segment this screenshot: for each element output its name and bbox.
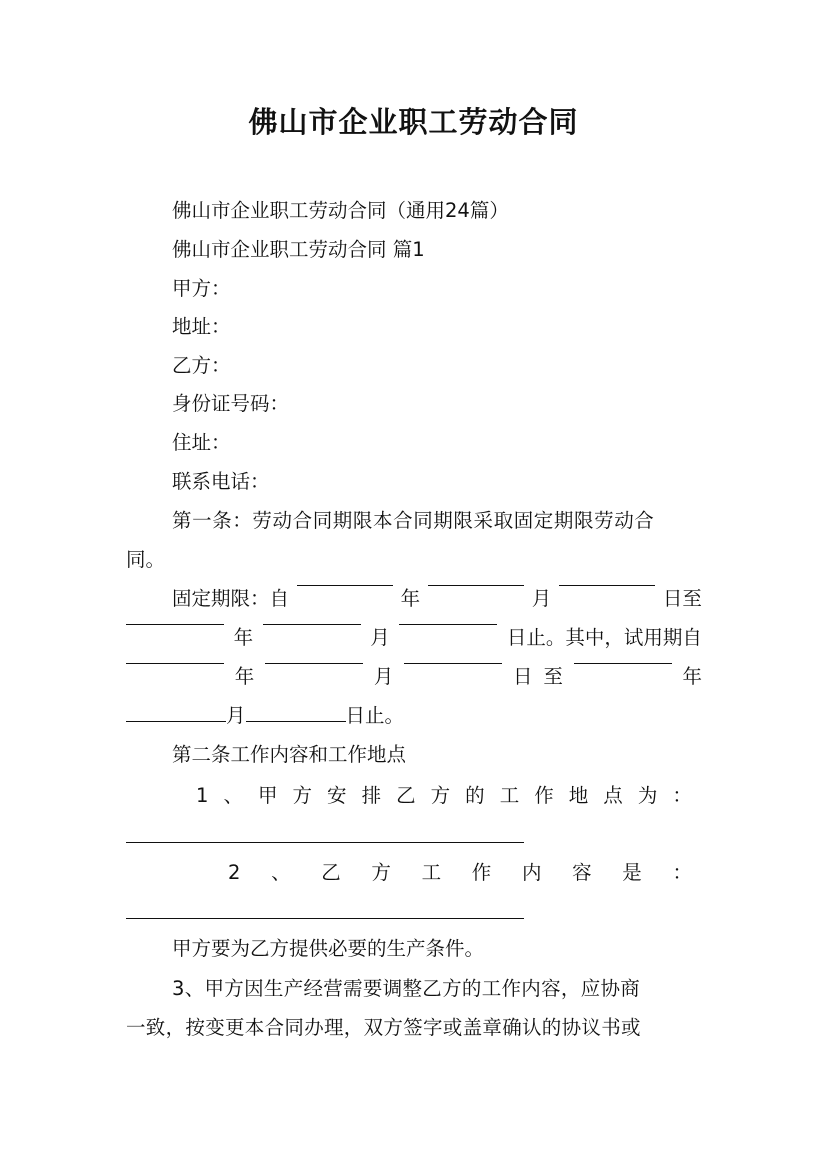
blank-line: [404, 662, 502, 664]
blank-line: [265, 662, 363, 664]
document-subtitle: 佛山市企业职工劳动合同（通用24篇）: [172, 199, 509, 222]
day-end-text: 日止。其中，试用期自: [506, 626, 702, 649]
item2-line: [228, 858, 692, 888]
spaced-char: 的: [465, 784, 485, 807]
month-text: 月: [226, 704, 246, 727]
item1-line: [196, 781, 692, 811]
spaced-char: 安: [327, 784, 347, 807]
blank-line: [126, 720, 226, 722]
spaced-char: ：: [672, 861, 692, 884]
spaced-char: 乙: [321, 861, 341, 884]
party-b-label: 乙方：: [172, 354, 231, 377]
blank-line: [126, 623, 224, 625]
id-number-label: 身份证号码：: [172, 392, 290, 415]
spaced-char: 内: [521, 861, 542, 884]
spaced-char: 方: [292, 784, 313, 807]
blank-line: [559, 584, 655, 586]
spaced-char: 、: [223, 784, 243, 807]
address-label: 地址：: [172, 315, 231, 338]
residence-label: 住址：: [172, 431, 231, 454]
blank-line: [297, 584, 393, 586]
spaced-char: 作: [534, 784, 554, 807]
spaced-char: 甲: [257, 784, 278, 807]
blank-line: [263, 623, 361, 625]
day-text: 日: [513, 665, 533, 688]
item3-line2: 一致，按变更本合同办理，双方签字或盖章确认的协议书或: [126, 1016, 641, 1039]
article1-line2: 同。: [126, 548, 166, 571]
spaced-char: 容: [572, 861, 592, 884]
spaced-char: 2: [228, 861, 241, 884]
section-heading: 佛山市企业职工劳动合同 篇1: [172, 238, 425, 261]
blank-line: [428, 584, 524, 586]
party-a-label: 甲方：: [172, 277, 231, 300]
spaced-char: ：: [672, 784, 692, 807]
month-text: 月: [373, 665, 394, 688]
blank-line: [126, 662, 224, 664]
blank-line: [246, 720, 346, 722]
spaced-char: 方: [371, 861, 391, 884]
spaced-char: 作: [471, 861, 492, 884]
phone-label: 联系电话：: [172, 470, 270, 493]
spaced-char: 点: [603, 784, 623, 807]
year-text: 年: [682, 665, 702, 688]
spaced-char: 是: [622, 861, 642, 884]
fixed-term-label: 固定期限：自: [172, 587, 290, 610]
year-text: 年: [400, 587, 421, 610]
blank-line: [126, 842, 524, 843]
blank-line: [126, 918, 524, 919]
spaced-char: 排: [361, 784, 382, 807]
item3-line1: 3、甲方因生产经营需要调整乙方的工作内容，应协商: [172, 977, 641, 1000]
year-text: 年: [234, 665, 255, 688]
month-text: 月: [370, 626, 390, 649]
spaced-char: 工: [421, 861, 442, 884]
day-to-text: 日至: [662, 587, 702, 610]
month-text: 月: [531, 587, 552, 610]
spaced-char: 工: [499, 784, 520, 807]
spaced-char: 方: [430, 784, 451, 807]
article2-heading: 第二条工作内容和工作地点: [172, 743, 407, 766]
blank-line: [399, 623, 497, 625]
fixed-term-line4: [126, 701, 702, 731]
spaced-char: 地: [568, 784, 589, 807]
article1-line1: 第一条：劳动合同期限本合同期限采取固定期限劳动合: [172, 509, 655, 532]
document-title: 佛山市企业职工劳动合同: [248, 105, 579, 139]
fixed-term-line2: [126, 623, 702, 653]
spaced-char: 乙: [396, 784, 416, 807]
to-text: 至: [543, 665, 563, 688]
provide-conditions: 甲方要为乙方提供必要的生产条件。: [172, 937, 485, 960]
spaced-char: 、: [271, 861, 291, 884]
fixed-term-line3: [126, 662, 702, 692]
fixed-term-line1: [172, 584, 702, 614]
year-text: 年: [233, 626, 254, 649]
spaced-char: 为: [637, 784, 658, 807]
blank-line: [574, 662, 672, 664]
day-stop-text: 日止。: [345, 704, 405, 727]
spaced-char: 1: [196, 784, 209, 807]
